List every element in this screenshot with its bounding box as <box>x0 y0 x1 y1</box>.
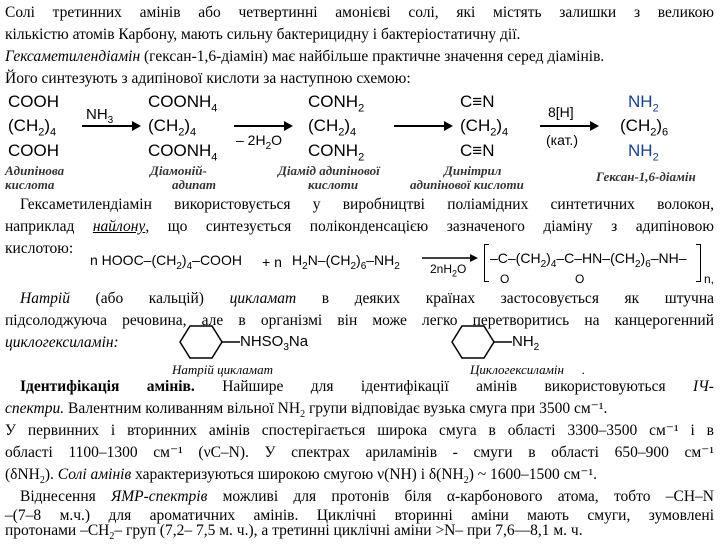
cyclohexane-ring-1 <box>168 322 248 362</box>
term-nylon: найлону <box>92 218 146 235</box>
text: –(7–8 м.ч.) для ароматичних амінів. Циклічні вторинні аміни мають смуги, зумовлені <box>5 507 714 524</box>
term: ІЧ- <box>692 378 714 395</box>
formula-ch2-4: $(CH_2)_4$ <box>460 116 509 139</box>
text: У первинних і вторинних амінів спостерігається широка смуга в області 3300–3500 см⁻¹ і в <box>5 422 714 439</box>
formula-cn-top: C≡N <box>460 92 495 111</box>
formula-conh2-bottom: $CONH_2$ <box>308 141 365 164</box>
text-line: протонами $-CH_2-$ груп (7,2– 7,5 м. ч.), а третинні циклічні аміни >N– при 7,6—8,1 м. ч. <box>5 522 583 543</box>
text-line <box>5 312 714 330</box>
term: спектри. <box>5 400 65 417</box>
text-line <box>5 334 714 352</box>
formula-ch2-4: $(CH_2)_4$ <box>8 116 57 139</box>
formula-cooh-bottom: COOH <box>8 141 59 160</box>
text-line: (δNH$_2$). Солі амінів характеризуються широкою смугою ν(NH) і $\delta(NH_2)$ ~ 1600–1500 см⁻¹. <box>5 466 598 487</box>
reagent-nh3: $NH_3$ <box>86 106 114 126</box>
text: (гексан-1,6-діамін) має найбільше практичне значення серед діамінів. <box>140 48 605 65</box>
term: Натрій <box>20 290 70 307</box>
label-hexanediamine: Гексан-1,6-діамін <box>596 169 696 184</box>
text: Гексаметилендіамін використовується у виробництві поліамідних синтетичних волокон, <box>20 196 714 213</box>
text: кислотою: <box>5 240 74 257</box>
formula-coonh4-top: $COONH_4$ <box>148 92 218 115</box>
text: , що синтезується поліконденсацією зазначеного діаміну з адипіновою <box>145 218 714 235</box>
text: (або кальцій) <box>69 290 230 307</box>
formula-nhso3na: $NHSO_3Na$ <box>240 333 309 353</box>
formula-cooh-top: COOH <box>8 92 59 111</box>
reagent-water: – $2H_2O$ <box>236 132 283 152</box>
text: групи відповідає вузька смуга при 3500 см⁻¹. <box>305 400 608 417</box>
text: Його синтезують з адипінової кислоти за наступною схемою: <box>5 70 411 87</box>
text-line <box>5 218 714 236</box>
formula-nh2: $NH_2$ <box>512 333 540 353</box>
arrow-3 <box>392 120 454 132</box>
text-line <box>5 48 714 66</box>
formula-nh2-bottom: $NH_2$ <box>628 141 659 164</box>
text-line <box>5 444 714 462</box>
reagent-hydrogen: 8[H] <box>548 104 574 120</box>
formula-n-index: n, <box>704 272 715 286</box>
text: підсолоджуюча речовина, але в організмі він може легко перетворитись на канцерогенний <box>5 312 714 329</box>
term: Гексаметилендіамін <box>5 48 141 65</box>
reagent-catalyst: (кат.) <box>546 132 578 148</box>
text-line <box>5 422 714 440</box>
term: цикламат <box>229 290 297 307</box>
text-line <box>20 378 714 396</box>
text: Найшире для ідентифікації амінів використовуються <box>194 378 693 395</box>
bracket-left <box>484 244 489 282</box>
formula-adipic: n HOOC–$(CH_2)_4$–COOH <box>90 252 242 272</box>
formula-ch2-6: $(CH_2)_6$ <box>620 116 669 139</box>
heading: Ідентифікація амінів. <box>20 378 195 395</box>
label-adipic: Адипінова кислота <box>5 163 65 192</box>
label-diamide: Діамід адипінової кислоти <box>278 163 380 192</box>
arrow-2 <box>232 120 294 132</box>
text: наприклад <box>5 218 93 235</box>
formula-coonh4-bottom: $COONH_4$ <box>148 141 218 164</box>
formula-carbonyl-o2: O <box>575 272 585 286</box>
formula-cn-bottom: C≡N <box>460 141 495 160</box>
text-line <box>20 196 714 214</box>
text-line <box>5 70 714 88</box>
term: Солі амінів <box>57 466 132 483</box>
formula-carbonyl-o1: O <box>500 272 510 286</box>
text: Валентним коливанням вільної NH <box>64 400 301 417</box>
formula-diamine: $H_2N-(CH_2)_6-NH_2$ <box>292 252 400 272</box>
formula-ch2-4: $(CH_2)_4$ <box>148 116 197 139</box>
label-dinitrile: Динітрил адипінової кислоти <box>410 163 524 192</box>
text-line: спектри. Валентним коливанням вільної $NH_2$ групи відповідає вузька смуга при 3500 см⁻¹. <box>5 400 608 421</box>
caption-sodium-cyclamate: Натрій цикламат <box>172 362 273 377</box>
formula-conh2-top: $CONH_2$ <box>308 92 365 115</box>
text: циклогексиламін: <box>5 334 119 351</box>
text: Солі третинних амінів або четвертинні амонієві солі, які містять залишки з великою <box>5 4 714 21</box>
text: кількістю атомів Карбону, мають сильну бактерицидну і бактеріостатичну дії. <box>5 26 521 43</box>
formula-nh2-top: $NH_2$ <box>628 92 659 115</box>
term: ЯМР-спектрів <box>111 488 208 505</box>
text-line <box>5 4 714 22</box>
formula-plus: + n <box>262 254 282 270</box>
bracket-right <box>696 244 701 282</box>
text-line: Віднесення ЯМР-спектрів можливі для протонів біля α-карбонового атома, тобто –CH–N <box>20 488 714 505</box>
arrow-1 <box>80 120 142 132</box>
formula-polymer: $-C-(CH_2)_4-C-HN-(CH_2)_6-NH-$ <box>490 250 687 270</box>
label-ammonium: Діамоній- адипат <box>150 163 217 192</box>
caption-cyclohexylamine: Циклогексиламін . <box>470 362 586 377</box>
arrow-4 <box>538 120 600 132</box>
cyclohexane-ring-2 <box>440 322 520 362</box>
formula-ch2-4: $(CH_2)_4$ <box>308 116 357 139</box>
text: області 1100–1300 см⁻¹ (νC–N). У спектрах ариламінів - смуги в області 650–900 см⁻¹ <box>5 444 714 461</box>
text: в деяких країнах застосовується як штучна <box>296 290 714 307</box>
formula-water: $2nH_2O$ <box>430 262 467 279</box>
text-line <box>20 290 714 308</box>
text-line <box>5 26 714 44</box>
arrow-polycondensation <box>420 252 480 264</box>
